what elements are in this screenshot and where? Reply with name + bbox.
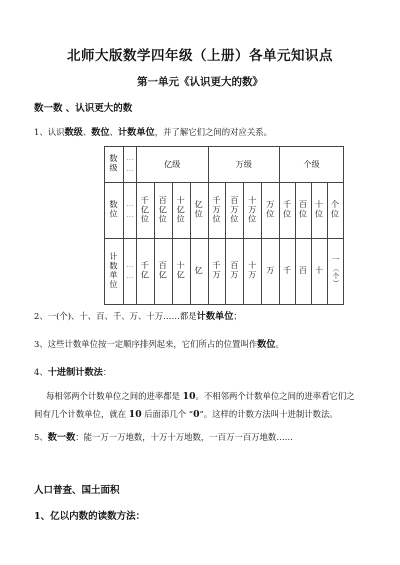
item-reading-method: 1、亿以内数的读数方法：	[34, 511, 146, 522]
cell-digit-place: 千亿位	[136, 183, 154, 239]
unit-title: 第一单元《认识更大的数》	[137, 76, 263, 88]
cell-count-unit: 百亿	[154, 239, 172, 305]
ge-note: （个）	[331, 264, 340, 288]
keyword: 数位	[91, 127, 110, 138]
ellipsis-cell: … …	[123, 147, 136, 183]
item-text: ：能一万一万地数，十万十万地数，一百万一百万地数……	[75, 432, 294, 442]
cell-digit-place: 百亿位	[154, 183, 172, 239]
item-3: 3、这些计数单位按一定顺序排列起来，它们所占的位置叫作数位。	[34, 339, 284, 350]
ellipsis-cell: … …	[123, 239, 136, 305]
decimal-system-line-2: 间有几个计数单位，就在 10 后面添几个 “0”。这样的计数方法叫十进制计数法。	[34, 409, 338, 420]
cell-digit-place: 亿位	[190, 183, 208, 239]
cell-digit-place: 十位	[312, 183, 328, 239]
cell-count-unit: 万	[262, 239, 280, 305]
item-text: 这些计数单位按一定顺序排列起来，它们所占的位置叫作	[47, 339, 258, 349]
cell-digit-place: 十万位	[244, 183, 262, 239]
decimal-system-line-1: 每相邻两个计数单位之间的进率都是 10。不相邻两个计数单位之间的进率看它们之	[46, 391, 355, 402]
cell-digit-place: 百位	[296, 183, 312, 239]
cell-ge-level: 个级	[280, 147, 344, 183]
keyword: 计数单位	[117, 127, 155, 138]
separator: 、	[109, 127, 118, 137]
cell-count-unit: 千亿	[136, 239, 154, 305]
row-label-levels: 数级	[105, 147, 124, 183]
subheading-decimal-system: 十进制计数法	[47, 367, 103, 378]
cell-count-unit: 千	[280, 239, 296, 305]
item-number: 2、	[34, 311, 48, 321]
place-value-table	[104, 146, 344, 305]
cell-count-unit: 十亿	[172, 239, 190, 305]
table-row-count-units	[105, 239, 344, 305]
item-5	[34, 431, 293, 444]
item-1	[34, 126, 272, 139]
item-number: 4、	[34, 367, 48, 377]
cell-count-unit: 百万	[226, 239, 244, 305]
keyword: 计数单位	[196, 311, 234, 322]
table-row-levels	[105, 147, 344, 183]
ellipsis-cell: … …	[123, 183, 136, 239]
keyword: 数位	[257, 339, 276, 350]
cell-count-unit: 百	[296, 239, 312, 305]
item-4: 4、十进制计数法：	[34, 367, 112, 378]
item-number: 1、	[34, 127, 48, 137]
separator: 、	[82, 127, 92, 137]
cell-wan-level: 万级	[208, 147, 280, 183]
item-text: 一(个)、十、百、千、万、十万……都是	[47, 311, 197, 321]
document-title: 北师大版数学四年级（上册）各单元知识点	[67, 48, 333, 64]
item-number: 5、	[34, 432, 48, 442]
cell-digit-place: 千位	[280, 183, 296, 239]
cell-count-unit: 千万	[208, 239, 226, 305]
item-text: ，并了解它们之间的对应关系。	[154, 127, 272, 137]
subheading-reading-method: 亿以内数的读数方法	[50, 511, 136, 522]
item-text: 认识	[47, 127, 65, 137]
section-heading-count-big-numbers: 数一数 、认识更大的数	[34, 103, 133, 114]
cell-count-unit: 亿	[190, 239, 208, 305]
row-label-count-units: 计数单位	[105, 239, 124, 305]
cell-count-unit: 十万	[244, 239, 262, 305]
cell-yi-level: 亿级	[136, 147, 208, 183]
item-number: 1、	[34, 511, 51, 522]
item-2: 2、一(个)、十、百、千、万、十万……都是计数单位；	[34, 311, 242, 322]
section-heading-census: 人口普查、国土面积	[34, 485, 120, 496]
cell-digit-place: 百万位	[226, 183, 244, 239]
cell-digit-place: 万位	[262, 183, 280, 239]
row-label-digit-places: 数位	[105, 183, 124, 239]
cell-digit-place: 十亿位	[172, 183, 190, 239]
cell-digit-place: 千万位	[208, 183, 226, 239]
item-number: 3、	[34, 339, 48, 349]
table-row-digit-places	[105, 183, 344, 239]
keyword: 数一数	[47, 432, 76, 443]
keyword: 数级	[64, 127, 83, 138]
cell-count-unit-ones: 一 （个）	[327, 239, 343, 305]
cell-count-unit: 十	[312, 239, 328, 305]
cell-digit-place: 个位	[327, 183, 343, 239]
